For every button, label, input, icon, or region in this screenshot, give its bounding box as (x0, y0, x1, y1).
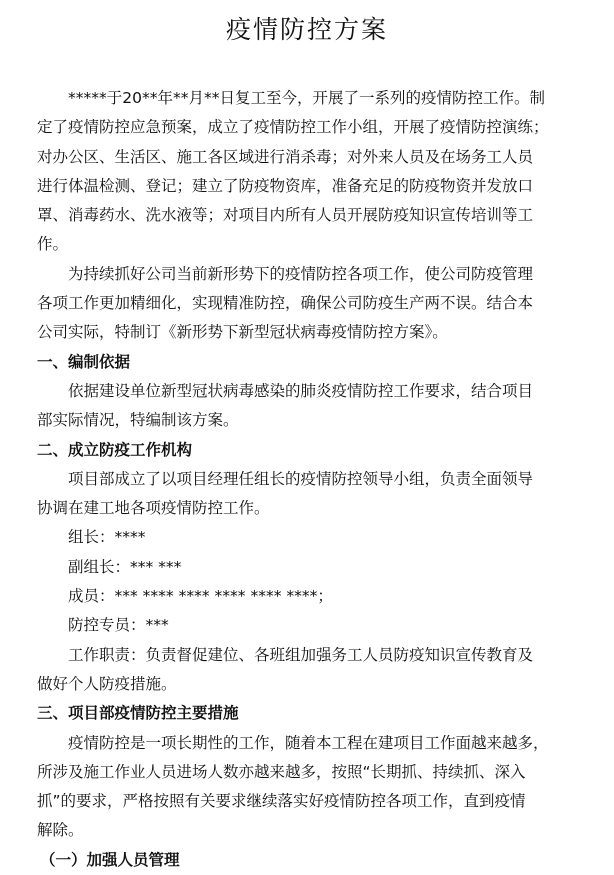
section-heading: 一、编制依据 (37, 352, 131, 371)
text-line: 为持续抓好公司当前新形势下的疫情防控各项工作，使公司防疫管理 (68, 264, 534, 283)
document-title: 疫情防控方案 (225, 15, 388, 44)
text-line: 定了疫情防控应急预案，成立了疫情防控工作小组，开展了疫情防控演练； (37, 118, 549, 137)
deputy-leader-line: 副组长：*** *** (68, 557, 182, 576)
text-line: 依据建设单位新型冠状病毒感染的肺炎疫情防控工作要求，结合项目 (68, 381, 534, 400)
text-line: 协调在建工地各项疫情防控工作。 (37, 499, 270, 518)
specialist-line: 防控专员：*** (68, 616, 169, 635)
section-heading: 二、成立防疫工作机构 (37, 440, 193, 459)
subsection-heading: （一）加强人员管理 (40, 850, 180, 869)
text-line: 进行体温检测、登记；建立了防疫物资库，准备充足的防疫物资并发放口 (37, 176, 534, 195)
text-line: 所涉及施工作业人员进场人数亦越来越多，按照“长期抓、持续抓、深入 (37, 762, 526, 781)
text-line: 对办公区、生活区、施工各区域进行消杀毒；对外来人员及在场务工人员 (37, 147, 534, 166)
text-line: 作。 (37, 235, 69, 254)
members-line: 成员：*** **** **** **** **** ****； (68, 587, 333, 606)
text-line: 抓”的要求，严格按照有关要求继续落实好疫情防控各项工作，直到疫情 (37, 792, 526, 811)
text-line: 各项工作更加精细化，实现精准防控，确保公司防疫生产两不误。结合本 (37, 294, 534, 313)
text-line: 项目部成立了以项目经理任组长的疫情防控领导小组，负责全面领导 (68, 469, 534, 488)
text-line: 疫情防控是一项长期性的工作，随着本工程在建项目工作面越来越多， (68, 733, 549, 752)
text-line: 罩、消毒药水、洗水液等；对项目内所有人员开展防疫知识宣传培训等工 (37, 206, 534, 225)
section-heading: 三、项目部疫情防控主要措施 (37, 704, 239, 723)
document-body (37, 84, 582, 875)
text-line: 工作职责：负责督促建位、各班组加强务工人员防疫知识宣传教育及 (68, 645, 534, 664)
text-line: *****于20**年**月**日复工至今，开展了一系列的疫情防控工作。制 (68, 89, 545, 107)
text-line: 解除。 (37, 821, 84, 840)
text-line: 部实际情况，特编制该方案。 (37, 411, 239, 430)
text-line: 公司实际，特制订《新形势下新型冠状病毒疫情防控方案》。 (37, 323, 448, 342)
text-line: 做好个人防疫措施。 (37, 674, 177, 693)
leader-line: 组长：**** (68, 528, 146, 547)
